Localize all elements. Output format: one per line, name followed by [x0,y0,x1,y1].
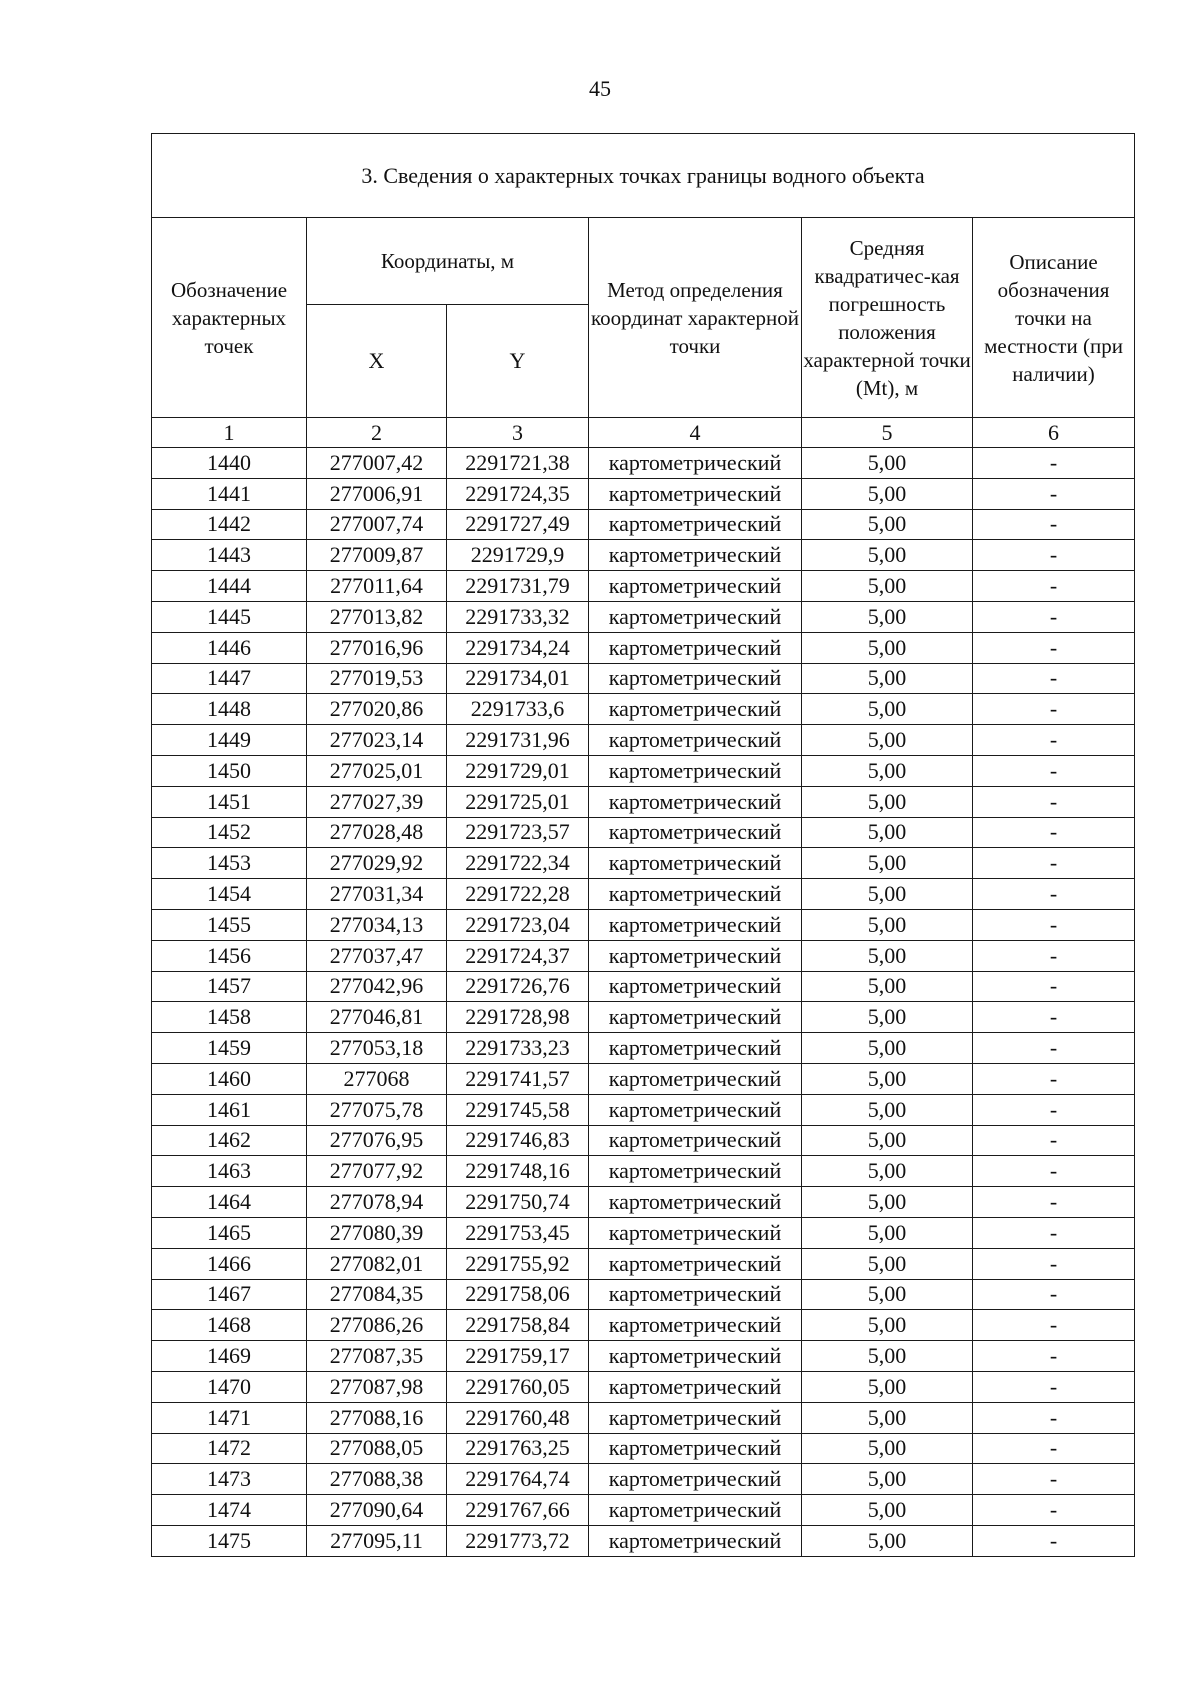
error-cell: 5,00 [802,786,973,817]
error-cell: 5,00 [802,879,973,910]
table-row [152,1002,1135,1033]
y-cell: 2291741,57 [447,1063,589,1094]
y-cell: 2291760,48 [447,1402,589,1433]
error-cell: 5,00 [802,540,973,571]
error-cell: 5,00 [802,694,973,725]
table-row [152,540,1135,571]
method-cell: картометрический [589,1002,802,1033]
error-cell: 5,00 [802,663,973,694]
method-cell: картометрический [589,1094,802,1125]
description-cell: - [973,1002,1135,1033]
y-cell: 2291734,24 [447,632,589,663]
x-cell: 277027,39 [307,786,447,817]
y-cell: 2291722,34 [447,848,589,879]
y-cell: 2291733,6 [447,694,589,725]
table-row [152,478,1135,509]
point-cell: 1443 [152,540,307,571]
x-cell: 277084,35 [307,1279,447,1310]
section-title: 3. Сведения о характерных точках границы водного объекта [152,134,1135,218]
y-cell: 2291734,01 [447,663,589,694]
error-cell: 5,00 [802,971,973,1002]
description-cell: - [973,879,1135,910]
method-cell: картометрический [589,1402,802,1433]
y-cell: 2291733,32 [447,601,589,632]
table-row [152,1187,1135,1218]
x-cell: 277007,74 [307,509,447,540]
point-cell: 1444 [152,571,307,602]
table-body [152,448,1135,1557]
header-error: Средняя квадратичес-кая погрешность положения характерной точки (Mt), м [802,218,973,418]
x-cell: 277087,98 [307,1371,447,1402]
description-cell: - [973,1279,1135,1310]
x-cell: 277077,92 [307,1156,447,1187]
point-cell: 1474 [152,1495,307,1526]
error-cell: 5,00 [802,1217,973,1248]
error-cell: 5,00 [802,509,973,540]
description-cell: - [973,448,1135,479]
description-cell: - [973,1063,1135,1094]
method-cell: картометрический [589,1525,802,1556]
description-cell: - [973,848,1135,879]
x-cell: 277088,38 [307,1464,447,1495]
point-cell: 1448 [152,694,307,725]
y-cell: 2291759,17 [447,1341,589,1372]
table-row [152,1402,1135,1433]
description-cell: - [973,540,1135,571]
method-cell: картометрический [589,663,802,694]
y-cell: 2291731,96 [447,725,589,756]
point-cell: 1450 [152,755,307,786]
method-cell: картометрический [589,448,802,479]
column-number: 2 [307,418,447,448]
description-cell: - [973,786,1135,817]
y-cell: 2291725,01 [447,786,589,817]
y-cell: 2291758,06 [447,1279,589,1310]
method-cell: картометрический [589,879,802,910]
point-cell: 1455 [152,909,307,940]
point-cell: 1460 [152,1063,307,1094]
method-cell: картометрический [589,940,802,971]
method-cell: картометрический [589,1033,802,1064]
y-cell: 2291745,58 [447,1094,589,1125]
table-row [152,1217,1135,1248]
description-cell: - [973,1464,1135,1495]
x-cell: 277087,35 [307,1341,447,1372]
y-cell: 2291727,49 [447,509,589,540]
x-cell: 277007,42 [307,448,447,479]
point-cell: 1462 [152,1125,307,1156]
point-cell: 1467 [152,1279,307,1310]
description-cell: - [973,909,1135,940]
table-row [152,1341,1135,1372]
error-cell: 5,00 [802,478,973,509]
method-cell: картометрический [589,1217,802,1248]
table-row [152,786,1135,817]
x-cell: 277009,87 [307,540,447,571]
point-cell: 1469 [152,1341,307,1372]
x-cell: 277086,26 [307,1310,447,1341]
x-cell: 277095,11 [307,1525,447,1556]
method-cell: картометрический [589,1125,802,1156]
table-row [152,940,1135,971]
x-cell: 277034,13 [307,909,447,940]
table-row [152,725,1135,756]
method-cell: картометрический [589,1248,802,1279]
point-cell: 1456 [152,940,307,971]
table-row [152,1464,1135,1495]
header-description: Описание обозначения точки на местности (при наличии) [973,218,1135,418]
header-coordinates: Координаты, м [307,218,589,305]
error-cell: 5,00 [802,632,973,663]
y-cell: 2291748,16 [447,1156,589,1187]
y-cell: 2291728,98 [447,1002,589,1033]
method-cell: картометрический [589,1063,802,1094]
error-cell: 5,00 [802,1033,973,1064]
method-cell: картометрический [589,755,802,786]
y-cell: 2291746,83 [447,1125,589,1156]
method-cell: картометрический [589,909,802,940]
y-cell: 2291764,74 [447,1464,589,1495]
method-cell: картометрический [589,540,802,571]
point-cell: 1465 [152,1217,307,1248]
description-cell: - [973,940,1135,971]
column-number: 6 [973,418,1135,448]
table-row [152,1248,1135,1279]
description-cell: - [973,1094,1135,1125]
x-cell: 277029,92 [307,848,447,879]
table-row [152,509,1135,540]
point-cell: 1446 [152,632,307,663]
method-cell: картометрический [589,1341,802,1372]
point-cell: 1440 [152,448,307,479]
y-cell: 2291726,76 [447,971,589,1002]
error-cell: 5,00 [802,1525,973,1556]
point-cell: 1461 [152,1094,307,1125]
description-cell: - [973,1033,1135,1064]
x-cell: 277028,48 [307,817,447,848]
point-cell: 1457 [152,971,307,1002]
point-cell: 1473 [152,1464,307,1495]
method-cell: картометрический [589,601,802,632]
table-row [152,1525,1135,1556]
error-cell: 5,00 [802,1433,973,1464]
table-row [152,1033,1135,1064]
point-cell: 1470 [152,1371,307,1402]
point-cell: 1453 [152,848,307,879]
error-cell: 5,00 [802,1279,973,1310]
description-cell: - [973,1217,1135,1248]
table-row [152,601,1135,632]
table-row [152,1094,1135,1125]
description-cell: - [973,1248,1135,1279]
y-cell: 2291722,28 [447,879,589,910]
error-cell: 5,00 [802,1094,973,1125]
point-cell: 1464 [152,1187,307,1218]
error-cell: 5,00 [802,448,973,479]
point-cell: 1454 [152,879,307,910]
y-cell: 2291723,04 [447,909,589,940]
column-number: 4 [589,418,802,448]
table-row [152,1063,1135,1094]
method-cell: картометрический [589,1371,802,1402]
y-cell: 2291729,9 [447,540,589,571]
error-cell: 5,00 [802,601,973,632]
error-cell: 5,00 [802,1002,973,1033]
point-cell: 1468 [152,1310,307,1341]
point-cell: 1447 [152,663,307,694]
x-cell: 277090,64 [307,1495,447,1526]
method-cell: картометрический [589,1187,802,1218]
error-cell: 5,00 [802,817,973,848]
table-row [152,1371,1135,1402]
description-cell: - [973,725,1135,756]
y-cell: 2291767,66 [447,1495,589,1526]
point-cell: 1472 [152,1433,307,1464]
page-number: 45 [589,76,611,101]
y-cell: 2291763,25 [447,1433,589,1464]
table-row [152,663,1135,694]
y-cell: 2291724,37 [447,940,589,971]
description-cell: - [973,1341,1135,1372]
point-cell: 1441 [152,478,307,509]
description-cell: - [973,1433,1135,1464]
x-cell: 277082,01 [307,1248,447,1279]
description-cell: - [973,1402,1135,1433]
table-row [152,1279,1135,1310]
x-cell: 277080,39 [307,1217,447,1248]
description-cell: - [973,571,1135,602]
description-cell: - [973,755,1135,786]
x-cell: 277025,01 [307,755,447,786]
y-cell: 2291750,74 [447,1187,589,1218]
description-cell: - [973,478,1135,509]
error-cell: 5,00 [802,940,973,971]
x-cell: 277042,96 [307,971,447,1002]
y-cell: 2291724,35 [447,478,589,509]
point-cell: 1458 [152,1002,307,1033]
description-cell: - [973,1495,1135,1526]
boundary-points-table [151,133,1135,1557]
method-cell: картометрический [589,1310,802,1341]
method-cell: картометрический [589,478,802,509]
error-cell: 5,00 [802,909,973,940]
error-cell: 5,00 [802,1248,973,1279]
method-cell: картометрический [589,571,802,602]
method-cell: картометрический [589,1433,802,1464]
description-cell: - [973,1125,1135,1156]
table-row [152,879,1135,910]
y-cell: 2291721,38 [447,448,589,479]
y-cell: 2291760,05 [447,1371,589,1402]
error-cell: 5,00 [802,1495,973,1526]
x-cell: 277031,34 [307,879,447,910]
error-cell: 5,00 [802,1310,973,1341]
x-cell: 277013,82 [307,601,447,632]
point-cell: 1471 [152,1402,307,1433]
y-cell: 2291729,01 [447,755,589,786]
error-cell: 5,00 [802,725,973,756]
table-row [152,755,1135,786]
header-x: X [307,305,447,418]
table-row [152,1310,1135,1341]
column-number: 3 [447,418,589,448]
error-cell: 5,00 [802,571,973,602]
table-row [152,848,1135,879]
error-cell: 5,00 [802,1187,973,1218]
table-row [152,1433,1135,1464]
x-cell: 277023,14 [307,725,447,756]
table-row [152,817,1135,848]
method-cell: картометрический [589,817,802,848]
x-cell: 277006,91 [307,478,447,509]
method-cell: картометрический [589,694,802,725]
description-cell: - [973,663,1135,694]
header-y: Y [447,305,589,418]
column-number: 5 [802,418,973,448]
x-cell: 277088,05 [307,1433,447,1464]
point-cell: 1451 [152,786,307,817]
x-cell: 277019,53 [307,663,447,694]
table-row [152,694,1135,725]
column-numbers-row [152,418,1135,448]
table-row [152,1125,1135,1156]
method-cell: картометрический [589,1156,802,1187]
description-cell: - [973,1156,1135,1187]
x-cell: 277037,47 [307,940,447,971]
x-cell: 277088,16 [307,1402,447,1433]
error-cell: 5,00 [802,1063,973,1094]
error-cell: 5,00 [802,1402,973,1433]
x-cell: 277020,86 [307,694,447,725]
table-row [152,632,1135,663]
x-cell: 277046,81 [307,1002,447,1033]
x-cell: 277078,94 [307,1187,447,1218]
x-cell: 277068 [307,1063,447,1094]
header-method: Метод определения координат характерной точки [589,218,802,418]
x-cell: 277053,18 [307,1033,447,1064]
x-cell: 277011,64 [307,571,447,602]
point-cell: 1442 [152,509,307,540]
y-cell: 2291733,23 [447,1033,589,1064]
description-cell: - [973,971,1135,1002]
method-cell: картометрический [589,848,802,879]
method-cell: картометрический [589,971,802,1002]
x-cell: 277016,96 [307,632,447,663]
table-row [152,971,1135,1002]
method-cell: картометрический [589,1279,802,1310]
description-cell: - [973,509,1135,540]
point-cell: 1459 [152,1033,307,1064]
method-cell: картометрический [589,725,802,756]
table-row [152,571,1135,602]
point-cell: 1445 [152,601,307,632]
y-cell: 2291755,92 [447,1248,589,1279]
point-cell: 1452 [152,817,307,848]
method-cell: картометрический [589,632,802,663]
header-point: Обозначение характерных точек [152,218,307,418]
method-cell: картометрический [589,1495,802,1526]
table-row [152,909,1135,940]
description-cell: - [973,1310,1135,1341]
error-cell: 5,00 [802,1371,973,1402]
error-cell: 5,00 [802,848,973,879]
column-number: 1 [152,418,307,448]
point-cell: 1466 [152,1248,307,1279]
table-row [152,1156,1135,1187]
description-cell: - [973,632,1135,663]
method-cell: картометрический [589,1464,802,1495]
error-cell: 5,00 [802,1341,973,1372]
description-cell: - [973,694,1135,725]
error-cell: 5,00 [802,1464,973,1495]
table-row [152,448,1135,479]
point-cell: 1475 [152,1525,307,1556]
method-cell: картометрический [589,509,802,540]
description-cell: - [973,817,1135,848]
error-cell: 5,00 [802,1125,973,1156]
description-cell: - [973,1187,1135,1218]
x-cell: 277076,95 [307,1125,447,1156]
method-cell: картометрический [589,786,802,817]
error-cell: 5,00 [802,1156,973,1187]
y-cell: 2291773,72 [447,1525,589,1556]
y-cell: 2291731,79 [447,571,589,602]
description-cell: - [973,601,1135,632]
y-cell: 2291723,57 [447,817,589,848]
point-cell: 1463 [152,1156,307,1187]
error-cell: 5,00 [802,755,973,786]
y-cell: 2291758,84 [447,1310,589,1341]
description-cell: - [973,1525,1135,1556]
y-cell: 2291753,45 [447,1217,589,1248]
point-cell: 1449 [152,725,307,756]
description-cell: - [973,1371,1135,1402]
x-cell: 277075,78 [307,1094,447,1125]
table-row [152,1495,1135,1526]
